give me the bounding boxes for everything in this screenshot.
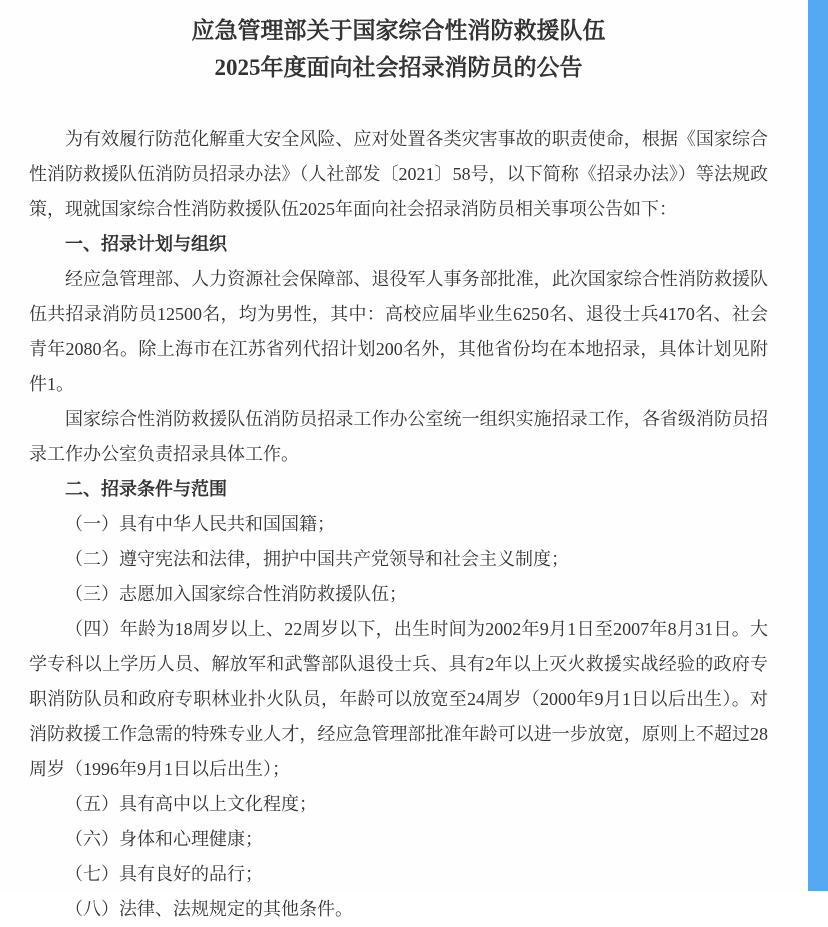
condition-item-7: （七）具有良好的品行； [65,864,263,884]
section-1-paragraph-1: 经应急管理部、人力资源社会保障部、退役军人事务部批准，此次国家综合性消防救援队伍共招录消防员12500名，均为男性，其中：高校应届毕业生6250名、退役士兵4170名、社会青年2080名。除上海市在江苏省列代招计划200名外，其他省份均在本地招录，具体计划见附件1。 [29,269,768,394]
section-1-paragraph-2: 国家综合性消防救援队伍消防员招录工作办公室统一组织实施招录工作，各省级消防员招录工作办公室负责招录具体工作。 [29,409,768,464]
condition-item-2: （二）遵守宪法和法律，拥护中国共产党领导和社会主义制度； [65,549,569,569]
condition-item-4: （四）年龄为18周岁以上、22周岁以下，出生时间为2002年9月1日至2007年8月31日。大学专科以上学历人员、解放军和武警部队退役士兵、具有2年以上灭火救援实战经验的政府专职消防队员和政府专职林业扑火队员，年龄可以放宽至24周岁（2000年9月1日以后出生）。对消防救援工作急需的特殊专业人才，经应急管理部批准年龄可以进一步放宽，原则上不超过28周岁（1996年9月1日以后出生）； [29,619,768,779]
section-2-heading: 二、招录条件与范围 [65,479,227,499]
condition-item-5: （五）具有高中以上文化程度； [65,794,317,814]
condition-item-6: （六）身体和心理健康； [65,829,263,849]
section-1-heading: 一、招录计划与组织 [65,234,227,254]
document-title-line-1: 应急管理部关于国家综合性消防救援队伍 [191,18,606,43]
condition-item-1: （一）具有中华人民共和国国籍； [65,514,335,534]
condition-item-8: （八）法律、法规规定的其他条件。 [65,899,353,919]
document-title [29,12,768,86]
intro-paragraph: 为有效履行防范化解重大安全风险、应对处置各类灾害事故的职责使命，根据《国家综合性消防救援队伍消防员招录办法》（人社部发〔2021〕58号，以下简称《招录办法》）等法规政策，现就国家综合性消防救援队伍2025年面向社会招录消防员相关事项公告如下： [29,129,768,219]
right-edge-accent-stripe [808,0,828,891]
document-title-line-2: 2025年度面向社会招录消防员的公告 [214,55,583,80]
condition-item-3: （三）志愿加入国家综合性消防救援队伍； [65,584,407,604]
document-content [29,0,768,927]
